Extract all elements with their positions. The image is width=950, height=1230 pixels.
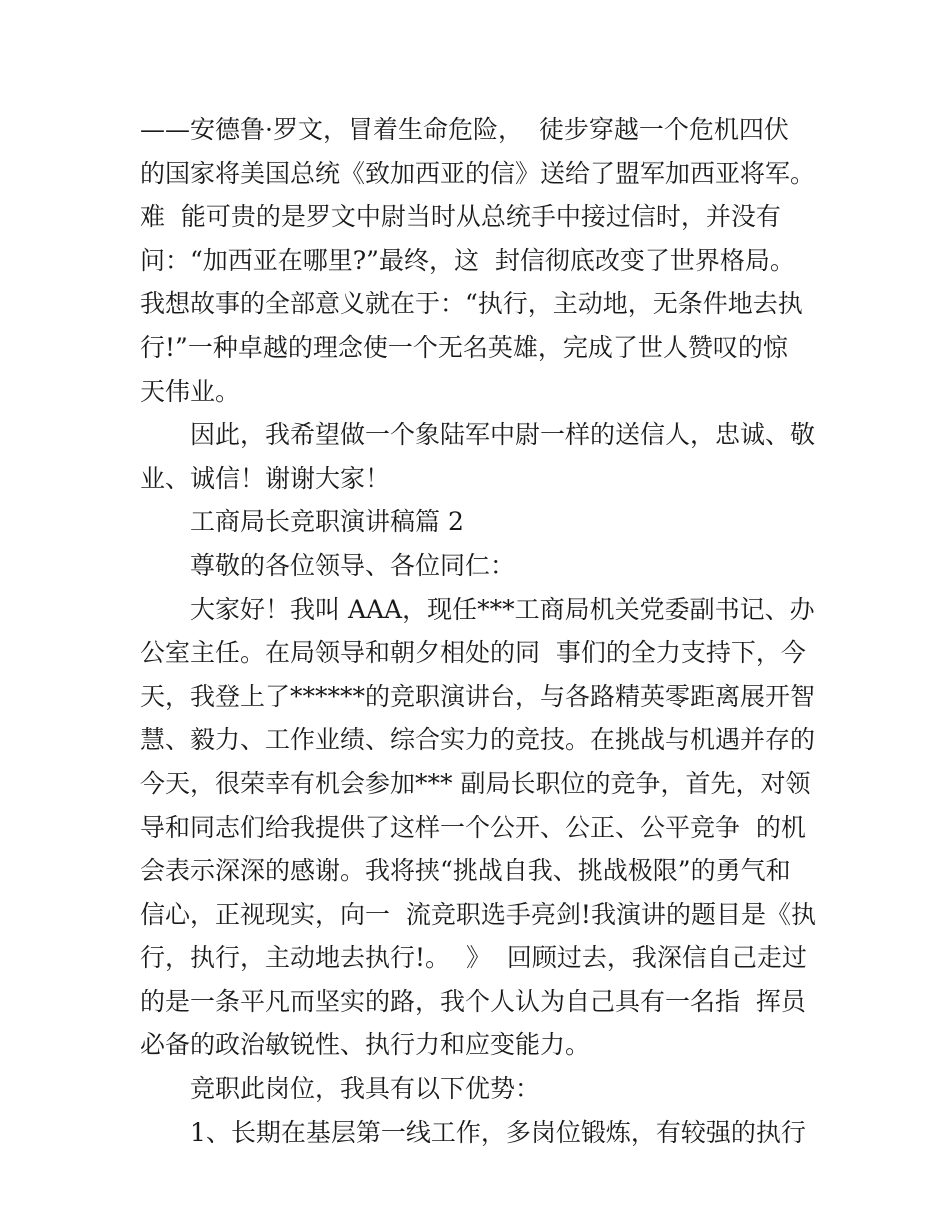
list-item-line: 1、长期在基层第一线工作，多岗位锻炼，有较强的执行 (190, 1117, 806, 1147)
text-line: 公室主任。在局领导和朝夕相处的同 事们的全力支持下，今 (140, 638, 806, 668)
salutation-line: 尊敬的各位领导、各位同仁： (190, 550, 516, 580)
text-line: 行!”一种卓越的理念使一个无名英雄，完成了世人赞叹的惊 (140, 332, 788, 362)
text-line: 会表示深深的感谢。我将挟“挑战自我、挑战极限”的勇气和 (140, 856, 791, 886)
text-line: 行，执行，主动地去执行!。 》 回顾过去，我深信自己走过 (140, 943, 807, 973)
text-line: 我想故事的全部意义就在于：“执行，主动地，无条件地去执 (140, 289, 803, 319)
text-line: 信心，正视现实，向一 流竞职选手亮剑!我演讲的题目是《执 (140, 899, 816, 929)
paragraph-start-line: 大家好！我叫 AAA，现任***工商局机关党委副书记、办 (190, 594, 815, 624)
paragraph-start-line: 竞职此岗位，我具有以下优势： (190, 1074, 541, 1104)
text-line: 难 能可贵的是罗文中尉当时从总统手中接过信时，并没有 (140, 202, 781, 232)
text-line: 今天，很荣幸有机会参加*** 副局长职位的竞争，首先，对领 (140, 768, 811, 798)
document-body (140, 108, 820, 1154)
text-line: 导和同志们给我提供了这样一个公开、公正、公平竞争 的机 (140, 812, 806, 842)
text-line: 的国家将美国总统《致加西亚的信》送给了盟军加西亚将军。 (140, 158, 816, 188)
text-line: ——安德鲁·罗文，冒着生命危险， 徒步穿越一个危机四伏 (140, 115, 789, 144)
section-heading: 工商局长竞职演讲稿篇 2 (190, 507, 464, 537)
text-line: 问：“加西亚在哪里?”最终，这 封信彻底改变了世界格局。 (140, 245, 795, 275)
text-line: 的是一条平凡而坚实的路，我个人认为自己具有一名指 挥员 (140, 986, 806, 1016)
text-line: 天伟业。 (140, 376, 241, 406)
paragraph-start-line: 因此，我希望做一个象陆军中尉一样的送信人，忠诚、敬 (190, 420, 816, 450)
text-line: 天，我登上了******的竞职演讲台，与各路精英零距离展开智 (140, 681, 816, 711)
text-line: 业、诚信！谢谢大家！ (140, 463, 391, 493)
text-line: 必备的政治敏锐性、执行力和应变能力。 (140, 1030, 591, 1060)
text-line: 慧、毅力、工作业绩、综合实力的竞技。在挑战与机遇并存的 (140, 725, 816, 755)
